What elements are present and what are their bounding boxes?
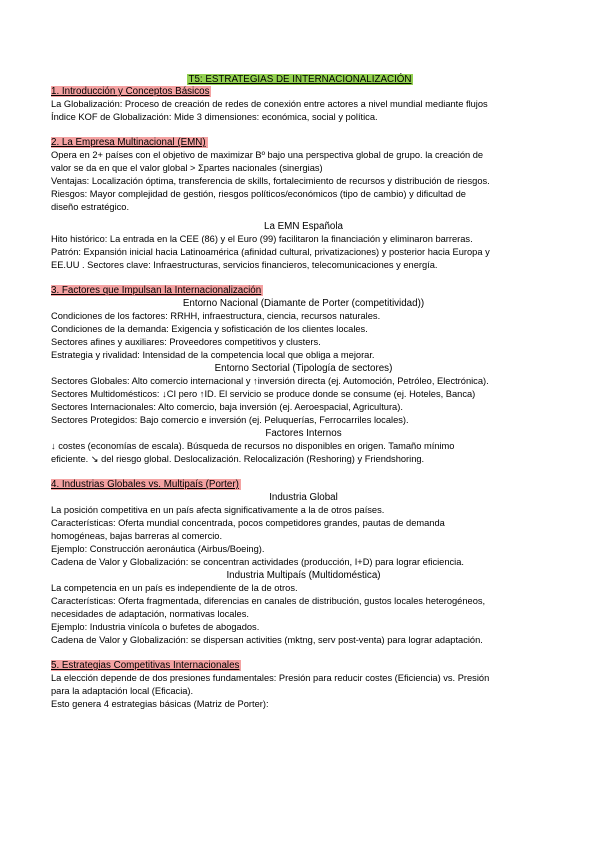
text-line: Sectores afines y auxiliares: Proveedores competitivos y clusters. bbox=[51, 337, 321, 347]
text-line: La posición competitiva en un país afecta significativamente a la de otros países. bbox=[51, 505, 385, 515]
section-5-heading: 5. Estrategias Competitivas Internacionales bbox=[51, 660, 240, 671]
subheading-emn-espanola: La EMN Española bbox=[264, 221, 343, 232]
subheading-industria-global: Industria Global bbox=[269, 492, 338, 503]
document-title-row bbox=[0, 71, 600, 86]
text-line: ↓ costes (economías de escala). Búsqueda de recursos no disponibles en origen. Tamaño mínimo bbox=[51, 441, 455, 451]
text-line: Índice KOF de Globalización: Mide 3 dimensiones: económica, social y política. bbox=[51, 112, 378, 122]
text-line: Cadena de Valor y Globalización: se concentran actividades (producción, I+D) para lograr eficiencia. bbox=[51, 557, 464, 567]
text-line: homogéneas, bajas barreras al comercio. bbox=[51, 531, 223, 541]
text-line: Ejemplo: Industria vinícola o bufetes de abogados. bbox=[51, 622, 260, 632]
text-line: La elección depende de dos presiones fundamentales: Presión para reducir costes (Eficiencia) vs. Presión bbox=[51, 673, 490, 683]
section-4-heading: 4. Industrias Globales vs. Multipaís (Porter) bbox=[51, 479, 239, 490]
section-2-heading: 2. La Empresa Multinacional (EMN) bbox=[51, 137, 206, 148]
text-line: Características: Oferta mundial concentrada, pocos competidores grandes, pautas de demanda bbox=[51, 518, 445, 528]
text-line: Sectores Protegidos: Bajo comercio e inversión (ej. Peluquerías, Ferrocarriles locales). bbox=[51, 415, 409, 425]
text-line: Cadena de Valor y Globalización: se dispersan activities (mktng, serv post-venta) para lograr adaptación. bbox=[51, 635, 483, 645]
text-line: Condiciones de los factores: RRHH, infraestructura, ciencia, recursos naturales. bbox=[51, 311, 381, 321]
text-line: La competencia en un país es independiente de la de otros. bbox=[51, 583, 298, 593]
text-line: Opera en 2+ países con el objetivo de maximizar Bº bajo una perspectiva global de grupo. la creación de bbox=[51, 150, 484, 160]
text-line: diseño estratégico. bbox=[51, 202, 130, 212]
text-line: Estrategia y rivalidad: Intensidad de la competencia local que obliga a mejorar. bbox=[51, 350, 375, 360]
subheading-entorno-sectorial: Entorno Sectorial (Tipología de sectores) bbox=[214, 363, 393, 374]
text-line: Sectores Internacionales: Alto comercio, baja inversión (ej. Aeroespacial, Agricultura). bbox=[51, 402, 403, 412]
text-line: necesidades de adaptación, normativas locales. bbox=[51, 609, 249, 619]
text-line: valor se da en que el valor global > Σpartes nacionales (sinergias) bbox=[51, 163, 323, 173]
text-line: Patrón: Expansión inicial hacia Latinoamérica (afinidad cultural, privatizaciones) y posterior hacia Europa y bbox=[51, 247, 490, 257]
subheading-industria-multipais: Industria Multipaís (Multidoméstica) bbox=[226, 570, 381, 581]
text-line: para la adaptación local (Eficacia). bbox=[51, 686, 194, 696]
text-line: Ejemplo: Construcción aeronáutica (Airbus/Boeing). bbox=[51, 544, 265, 554]
text-line: Ventajas: Localización óptima, transferencia de skills, fortalecimiento de recursos y distribución de riesgos. bbox=[51, 176, 490, 186]
text-line: Sectores Multidomésticos: ↓CI pero ↑ID. El servicio se produce donde se consume (ej. Hoteles, Banca) bbox=[51, 389, 476, 399]
section-1-heading: 1. Introducción y Conceptos Básicos bbox=[51, 86, 210, 97]
text-line: Riesgos: Mayor complejidad de gestión, riesgos políticos/económicos (tipo de cambio) y dificultad de bbox=[51, 189, 466, 199]
text-line: Hito histórico: La entrada en la CEE (86) y el Euro (99) facilitaron la financiación y eliminaron barreras. bbox=[51, 234, 473, 244]
section-3-heading: 3. Factores que Impulsan la Internacionalización bbox=[51, 285, 262, 296]
text-line: La Globalización: Proceso de creación de redes de conexión entre actores a nivel mundial mediante flujos bbox=[51, 99, 488, 109]
text-line: Características: Oferta fragmentada, diferencias en canales de distribución, gustos locales heterogéneos, bbox=[51, 596, 486, 606]
document-title: T5: ESTRATEGIAS DE INTERNACIONALIZACIÓN bbox=[188, 74, 412, 85]
text-line: Esto genera 4 estrategias básicas (Matriz de Porter): bbox=[51, 699, 269, 709]
text-line: Sectores Globales: Alto comercio internacional y ↑inversión directa (ej. Automoción, Petróleo, Electrónica). bbox=[51, 376, 489, 386]
subheading-factores-internos: Factores Internos bbox=[265, 428, 342, 439]
text-line: Condiciones de la demanda: Exigencia y sofisticación de los clientes locales. bbox=[51, 324, 368, 334]
document-body bbox=[51, 85, 556, 711]
subheading-entorno-nacional: Entorno Nacional (Diamante de Porter (competitividad)) bbox=[182, 298, 425, 309]
text-line: eficiente. ↘ del riesgo global. Deslocalización. Relocalización (Reshoring) y Friendshoring. bbox=[51, 454, 425, 464]
text-line: EE.UU . Sectores clave: Infraestructuras, servicios financieros, telecomunicaciones y energía. bbox=[51, 260, 438, 270]
